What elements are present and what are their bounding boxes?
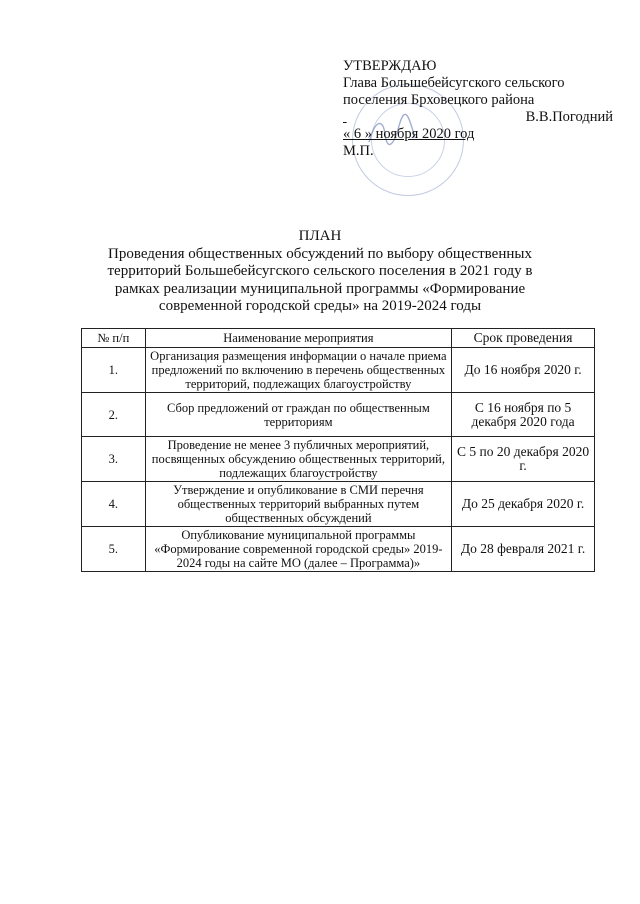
column-header-name: Наименование мероприятия — [145, 329, 452, 348]
row-number: 1. — [82, 348, 146, 393]
approval-line-2: поселения Брховецкого района — [343, 92, 535, 108]
table-row — [82, 348, 595, 393]
table-row — [82, 527, 595, 572]
document-heading — [90, 228, 550, 316]
row-number: 5. — [82, 527, 146, 572]
document-subtitle: Проведения общественных обсуждений по выбору общественных территорий Большебейсугского сельского поселения в 2021 году в рамках реализации муниципальной программы «Формирование современной городской среды» на 2019-2024 годы — [107, 245, 533, 314]
row-deadline: С 5 по 20 декабря 2020 г. — [452, 437, 595, 482]
approval-block — [343, 58, 613, 160]
row-deadline: До 28 февраля 2021 г. — [452, 527, 595, 572]
column-header-date: Срок проведения — [452, 329, 595, 348]
row-deadline: До 25 декабря 2020 г. — [452, 482, 595, 527]
row-activity: Организация размещения информации о начале приема предложений по включению в перечень общественных территорий, подлежащих благоустройству — [145, 348, 452, 393]
table-row — [82, 437, 595, 482]
table-header-row — [82, 329, 595, 348]
row-deadline: До 16 ноября 2020 г. — [452, 348, 595, 393]
table-row — [82, 482, 595, 527]
row-number: 4. — [82, 482, 146, 527]
row-activity: Сбор предложений от граждан по общественным территориям — [145, 393, 452, 437]
row-activity: Проведение не менее 3 публичных мероприятий, посвященных обсуждению общественных территорий, подлежащих благоустройству — [145, 437, 452, 482]
approval-title: УТВЕРЖДАЮ — [343, 58, 437, 74]
approval-date: « 6 » ноября 2020 год — [343, 126, 475, 142]
plan-table — [81, 328, 595, 572]
row-activity: Утверждение и опубликование в СМИ перечня общественных территорий выбранных путем общественных обсуждений — [145, 482, 452, 527]
row-activity: Опубликование муниципальной программы «Формирование современной городской среды» 2019-2024 годы на сайте МО (далее – Программа)» — [145, 527, 452, 572]
row-deadline: С 16 ноября по 5 декабря 2020 года — [452, 393, 595, 437]
stamp-placeholder: М.П. — [343, 143, 374, 159]
document-title: ПЛАН — [298, 228, 342, 244]
approval-line-1: Глава Большебейсугского сельского — [343, 75, 565, 91]
signer-name: В.В.Погодний — [525, 109, 613, 125]
table-row — [82, 393, 595, 437]
row-number: 2. — [82, 393, 146, 437]
row-number: 3. — [82, 437, 146, 482]
signature-line — [343, 109, 613, 126]
column-header-number: № п/п — [82, 329, 146, 348]
